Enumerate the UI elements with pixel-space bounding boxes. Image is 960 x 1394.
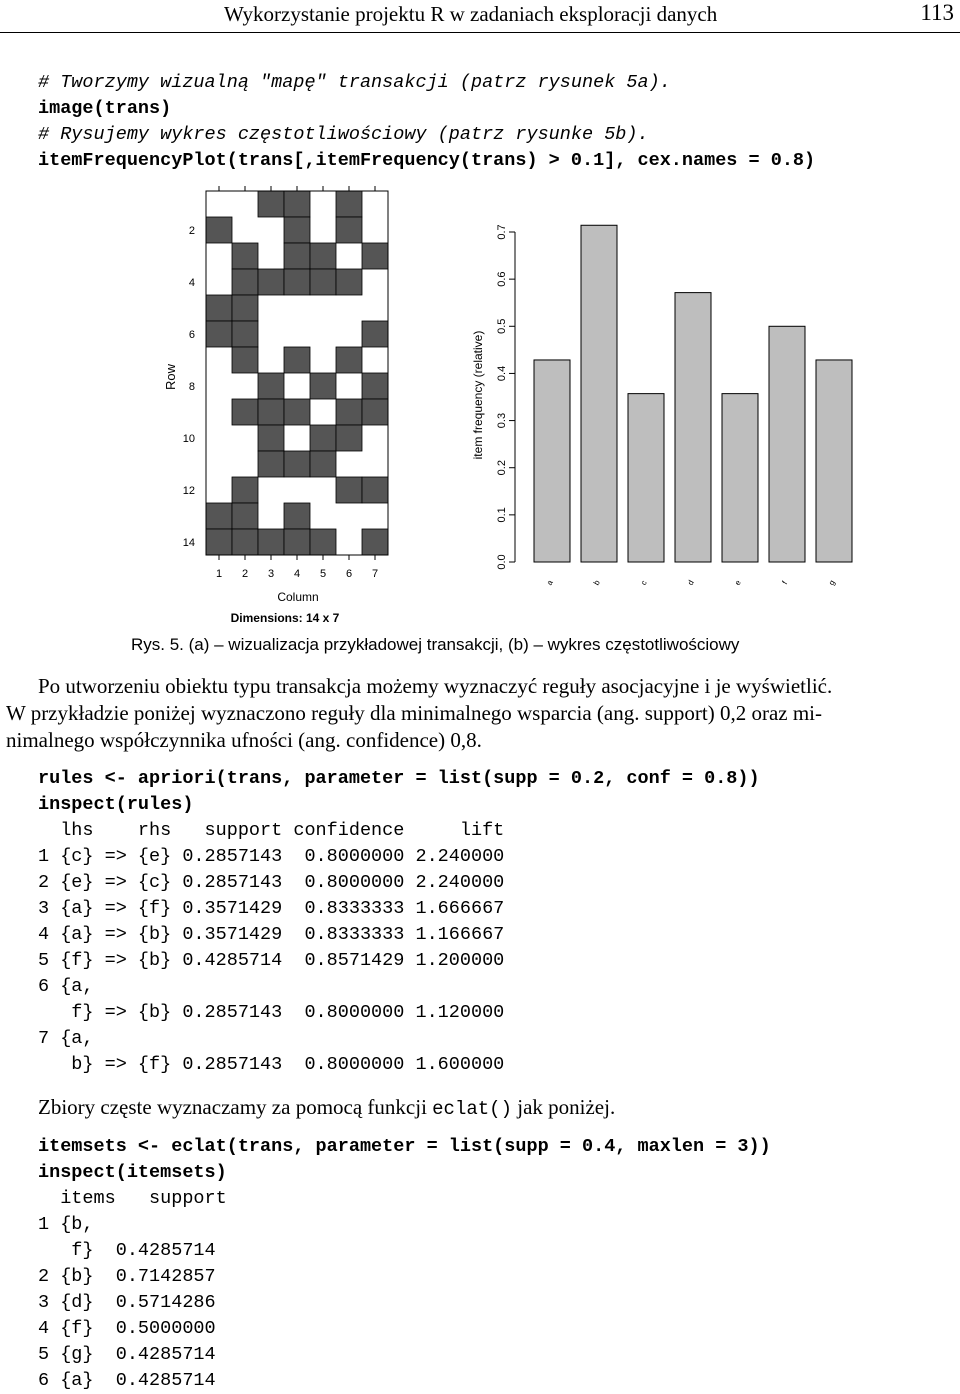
code-block-apriori xyxy=(38,766,760,1078)
heatmap-cell xyxy=(232,295,258,321)
transaction-image-plot xyxy=(150,180,410,630)
paragraph-line: Po utworzeniu obiektu typu transakcja możemy wyznaczyć reguły asocjacyjne i je wyświetlić. xyxy=(38,674,833,698)
code-line: rules <- apriori(trans, parameter = list(supp = 0.2, conf = 0.8)) xyxy=(38,768,760,789)
output-line: 6 {a, xyxy=(38,976,94,997)
heatmap-cell xyxy=(232,269,258,295)
heatmap-y-tick-label: 6 xyxy=(188,329,195,341)
code-block-eclat xyxy=(38,1134,771,1394)
running-title: Wykorzystanie projektu R w zadaniach eksploracji danych xyxy=(224,2,718,26)
frequency-y-tick-label: 0.2 xyxy=(496,460,508,476)
heatmap-cell xyxy=(258,451,284,477)
frequency-y-tick-label: 0.0 xyxy=(496,554,508,570)
frequency-x-tick-label: a xyxy=(544,578,555,587)
heatmap-cell xyxy=(310,269,336,295)
heatmap-cell xyxy=(232,321,258,347)
heatmap-cell xyxy=(232,503,258,529)
heatmap-cell xyxy=(362,243,388,269)
heatmap-x-tick-label: 3 xyxy=(267,568,275,580)
output-line: items support xyxy=(38,1188,227,1209)
figure-caption: Rys. 5. (a) – wizualizacja przykładowej transakcji, (b) – wykres częstotliwościowy xyxy=(131,635,740,654)
heatmap-cell xyxy=(284,451,310,477)
heatmap-y-tick-label: 2 xyxy=(188,225,195,237)
heatmap-y-tick-label: 8 xyxy=(188,381,195,393)
paragraph-rules-cont xyxy=(6,700,822,754)
output-line: lhs rhs support confidence lift xyxy=(38,820,505,841)
heatmap-cell xyxy=(258,399,284,425)
heatmap-cell xyxy=(362,399,388,425)
output-line: b} => {f} 0.2857143 0.8000000 1.600000 xyxy=(38,1054,505,1075)
heatmap-xlabel: Column xyxy=(277,590,319,604)
output-line: 5 {f} => {b} 0.4285714 0.8571429 1.200000 xyxy=(38,950,505,971)
heatmap-cell xyxy=(284,529,310,555)
code-comment-line: # Rysujemy wykres częstotliwościowy (patrz rysunke 5b). xyxy=(38,124,649,145)
heatmap-cell xyxy=(336,217,362,243)
heatmap-cell xyxy=(336,347,362,373)
code-line: image(trans) xyxy=(38,98,172,119)
output-line: 1 {c} => {e} 0.2857143 0.8000000 2.240000 xyxy=(38,846,505,867)
frequency-bar xyxy=(628,394,664,562)
frequency-x-tick-label: g xyxy=(826,578,837,587)
heatmap-subtitle: Dimensions: 14 x 7 xyxy=(230,611,340,625)
heatmap-cell xyxy=(310,425,336,451)
frequency-bar xyxy=(722,394,758,562)
output-line: 6 {a} 0.4285714 xyxy=(38,1370,216,1391)
frequency-ylabel: item frequency (relative) xyxy=(471,330,485,460)
frequency-y-tick-label: 0.3 xyxy=(496,412,508,429)
heatmap-cell xyxy=(232,347,258,373)
heatmap-x-tick-label: 4 xyxy=(293,568,301,580)
output-line: 2 {e} => {c} 0.2857143 0.8000000 2.240000 xyxy=(38,872,505,893)
code-line: itemsets <- eclat(trans, parameter = list(supp = 0.4, maxlen = 3)) xyxy=(38,1136,771,1157)
output-line: 2 {b} 0.7142857 xyxy=(38,1266,216,1287)
heatmap-cell xyxy=(336,477,362,503)
heatmap-y-tick-label: 14 xyxy=(182,537,195,549)
paragraph-line: nimalnego współczynnika ufności (ang. confidence) 0,8. xyxy=(6,728,482,752)
heatmap-ylabel: Row xyxy=(163,363,178,391)
heatmap-cell xyxy=(206,217,232,243)
heatmap-cell xyxy=(206,295,232,321)
heatmap-cell xyxy=(310,373,336,399)
heatmap-cell xyxy=(336,269,362,295)
paragraph-line: W przykładzie poniżej wyznaczono reguły dla minimalnego wsparcia (ang. support) 0,2 oraz mi- xyxy=(6,701,822,725)
frequency-y-tick-label: 0.5 xyxy=(496,318,508,334)
code-comment-line: # Tworzymy wizualną "mapę" transakcji (patrz rysunek 5a). xyxy=(38,72,671,93)
heatmap-x-tick-label: 1 xyxy=(215,568,223,580)
frequency-bars xyxy=(534,225,852,562)
heatmap-x-tick-label: 2 xyxy=(241,568,249,580)
frequency-bar xyxy=(534,360,570,562)
paragraph-eclat xyxy=(38,1094,615,1123)
code-line: inspect(rules) xyxy=(38,794,194,815)
heatmap-cell xyxy=(232,477,258,503)
output-line: 3 {d} 0.5714286 xyxy=(38,1292,216,1313)
heatmap-cell xyxy=(362,529,388,555)
heatmap-cell xyxy=(232,529,258,555)
frequency-y-tick-label: 0.7 xyxy=(496,224,508,240)
heatmap-cell xyxy=(284,399,310,425)
page-header xyxy=(0,0,960,33)
heatmap-cell xyxy=(206,321,232,347)
heatmap-cell xyxy=(258,373,284,399)
frequency-bar xyxy=(581,225,617,562)
frequency-x-tick-label: c xyxy=(638,578,649,587)
heatmap-cell xyxy=(362,321,388,347)
heatmap-x-tick-label: 7 xyxy=(371,568,379,580)
heatmap-x-tick-label: 5 xyxy=(319,568,327,580)
heatmap-cell xyxy=(258,191,284,217)
heatmap-cell xyxy=(232,399,258,425)
heatmap-cell xyxy=(284,191,310,217)
output-line: 3 {a} => {f} 0.3571429 0.8333333 1.666667 xyxy=(38,898,505,919)
output-line: f} 0.4285714 xyxy=(38,1240,216,1261)
paragraph-rules xyxy=(38,673,832,700)
inline-code: eclat() xyxy=(432,1098,512,1120)
frequency-y-tick-label: 0.1 xyxy=(496,507,508,523)
heatmap-y-tick-label: 4 xyxy=(188,277,195,289)
frequency-y-tick-label: 0.4 xyxy=(496,365,508,382)
frequency-bar xyxy=(769,326,805,562)
frequency-x-tick-label: f xyxy=(780,579,790,586)
heatmap-cells xyxy=(206,191,388,555)
heatmap-cell xyxy=(258,425,284,451)
heatmap-cell xyxy=(336,399,362,425)
output-line: 7 {a, xyxy=(38,1028,94,1049)
heatmap-cell xyxy=(258,269,284,295)
frequency-x-tick-label: d xyxy=(685,578,696,587)
heatmap-cell xyxy=(362,477,388,503)
output-line: 4 {f} 0.5000000 xyxy=(38,1318,216,1339)
heatmap-cell xyxy=(336,191,362,217)
output-line: 5 {g} 0.4285714 xyxy=(38,1344,216,1365)
heatmap-cell xyxy=(310,243,336,269)
output-line: 1 {b, xyxy=(38,1214,94,1235)
frequency-x-tick-label: b xyxy=(591,578,602,587)
heatmap-cell xyxy=(310,529,336,555)
frequency-bar xyxy=(675,293,711,562)
heatmap-y-tick-label: 10 xyxy=(182,433,195,445)
code-line: itemFrequencyPlot(trans[,itemFrequency(trans) > 0.1], cex.names = 0.8) xyxy=(38,150,816,171)
heatmap-y-tick-label: 12 xyxy=(182,485,195,497)
heatmap-cell xyxy=(284,503,310,529)
frequency-y-tick-label: 0.6 xyxy=(496,271,508,287)
code-block-plots xyxy=(38,70,815,174)
code-line: inspect(itemsets) xyxy=(38,1162,227,1183)
output-line: f} => {b} 0.2857143 0.8000000 1.120000 xyxy=(38,1002,505,1023)
paragraph-text: jak poniżej. xyxy=(511,1095,616,1119)
heatmap-cell xyxy=(284,243,310,269)
heatmap-x-tick-label: 6 xyxy=(345,568,353,580)
heatmap-cell xyxy=(232,243,258,269)
frequency-bar xyxy=(816,360,852,562)
heatmap-cell xyxy=(284,269,310,295)
heatmap-cell xyxy=(310,451,336,477)
heatmap-cell xyxy=(284,347,310,373)
output-line: 4 {a} => {b} 0.3571429 0.8333333 1.166667 xyxy=(38,924,505,945)
heatmap-cell xyxy=(258,529,284,555)
heatmap-cell xyxy=(284,217,310,243)
heatmap-cell xyxy=(206,503,232,529)
heatmap-cell xyxy=(336,425,362,451)
page-number: 113 xyxy=(920,0,954,25)
heatmap-cell xyxy=(206,529,232,555)
frequency-x-tick-label: e xyxy=(732,578,743,587)
paragraph-text: Zbiory częste wyznaczamy za pomocą funkcji xyxy=(38,1095,433,1119)
item-frequency-plot xyxy=(460,200,860,600)
heatmap-cell xyxy=(362,373,388,399)
